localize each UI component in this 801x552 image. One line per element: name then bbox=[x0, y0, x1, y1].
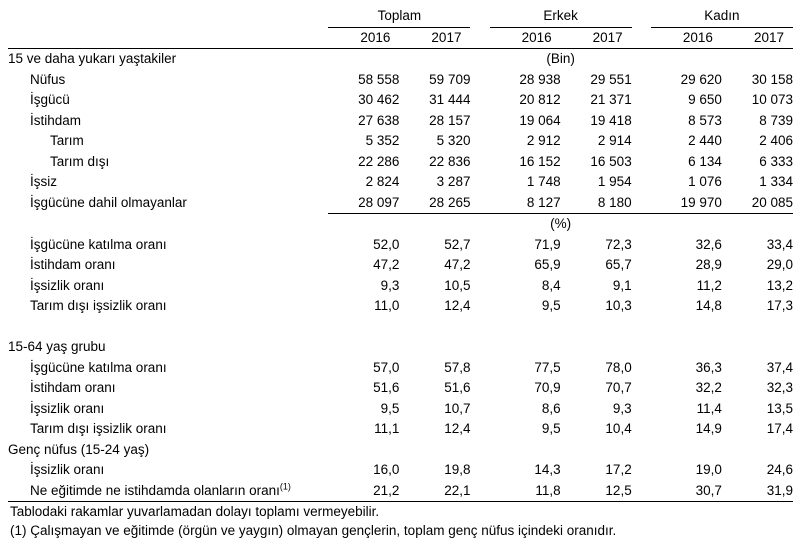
gap bbox=[470, 296, 489, 317]
gap-b2 bbox=[632, 27, 651, 49]
cell-issizlik-orani-1564-kadin-2016: 11,4 bbox=[696, 400, 722, 416]
cell-tdio-15plus-erkek-2017: 10,3 bbox=[605, 298, 632, 313]
table-row bbox=[8, 111, 793, 132]
gap bbox=[470, 193, 489, 214]
cell-tarim-kadin-2016: 2 440 bbox=[688, 133, 722, 148]
cell-isgucune-dahil-toplam-2017: 28 265 bbox=[429, 194, 471, 210]
cell-tarim-toplam-2016: 5 352 bbox=[365, 133, 400, 148]
cell-neet-toplam-2016: 21,2 bbox=[328, 481, 399, 502]
gap bbox=[632, 481, 651, 502]
cell-tarim-toplam-2017: 5 320 bbox=[436, 133, 471, 148]
gap bbox=[632, 152, 651, 173]
cell-nufus-kadin-2016: 29 620 bbox=[680, 71, 722, 87]
gap bbox=[632, 296, 651, 317]
section-heading-row bbox=[8, 49, 793, 70]
gap bbox=[632, 419, 651, 440]
gap bbox=[632, 255, 651, 276]
cell-istihdam-toplam-2016: 27 638 bbox=[358, 112, 400, 128]
table-year-header-row bbox=[8, 27, 793, 49]
row-label-isgucune-katilma-orani-15plus: İşgücüne katılma oranı bbox=[30, 236, 167, 252]
cell-ikor-15plus-kadin-2016: 32,6 bbox=[695, 236, 722, 252]
cell-tarim-erkek-2016: 2 912 bbox=[526, 133, 561, 148]
table-row bbox=[8, 276, 793, 297]
table-row bbox=[8, 378, 793, 399]
gap bbox=[470, 111, 489, 132]
table-row bbox=[8, 152, 793, 173]
row-label-istihdam-orani-15plus: İstihdam oranı bbox=[30, 257, 116, 272]
gap bbox=[632, 172, 651, 193]
table-row bbox=[8, 235, 793, 256]
gap bbox=[470, 131, 489, 152]
cell-issizlik-orani-genc-toplam-2016: 16,0 bbox=[373, 462, 400, 477]
cell-tdio-1564-kadin-2016: 14,9 bbox=[695, 421, 722, 436]
cell-istihdam-orani-15plus-erkek-2017: 65,7 bbox=[605, 257, 632, 272]
cell-ikor-15plus-kadin-2017: 33,4 bbox=[766, 236, 793, 252]
gap bbox=[470, 358, 489, 379]
row-label-isgucu: İşgücü bbox=[30, 92, 70, 107]
gap-a bbox=[470, 6, 489, 27]
year-erkek-2017: 2017 bbox=[561, 27, 632, 49]
gap bbox=[470, 90, 489, 111]
gap bbox=[470, 399, 489, 420]
gap bbox=[470, 481, 489, 502]
cell-isgucune-dahil-toplam-2016: 28 097 bbox=[358, 194, 400, 210]
gap bbox=[632, 399, 651, 420]
cell-neet-erkek-2017: 12,5 bbox=[561, 481, 632, 502]
section-spacer bbox=[8, 317, 793, 338]
cell-issizlik-orani-genc-toplam-2017: 19,8 bbox=[444, 462, 471, 477]
cell-issizlik-orani-1564-erkek-2017: 9,3 bbox=[612, 400, 632, 416]
unit-label-bin: (Bin) bbox=[328, 49, 793, 70]
cell-istihdam-orani-15plus-erkek-2016: 65,9 bbox=[534, 257, 561, 272]
table-row bbox=[8, 460, 793, 481]
cell-istihdam-orani-1564-toplam-2016: 51,6 bbox=[373, 380, 400, 395]
cell-issizlik-orani-genc-erkek-2017: 17,2 bbox=[605, 462, 632, 477]
cell-isgucune-dahil-kadin-2016: 19 970 bbox=[680, 194, 722, 210]
row-label-issizlik-orani-genc: İşsizlik oranı bbox=[30, 462, 105, 477]
gap bbox=[470, 172, 489, 193]
cell-istihdam-orani-15plus-kadin-2017: 29,0 bbox=[766, 257, 793, 272]
cell-issizlik-orani-15plus-toplam-2017: 10,5 bbox=[444, 277, 471, 293]
cell-tdio-1564-erkek-2016: 9,5 bbox=[541, 421, 561, 436]
cell-issizlik-orani-1564-erkek-2016: 8,6 bbox=[541, 400, 561, 416]
cell-ikor-1564-erkek-2017: 78,0 bbox=[605, 359, 632, 375]
gap bbox=[470, 235, 489, 256]
section-heading-15-64-yas-grubu: 15-64 yaş grubu bbox=[8, 339, 106, 354]
cell-issizlik-orani-genc-kadin-2017: 24,6 bbox=[766, 462, 793, 477]
cell-issizlik-orani-1564-toplam-2017: 10,7 bbox=[444, 400, 471, 416]
group-header-toplam: Toplam bbox=[328, 6, 470, 27]
cell-ikor-15plus-toplam-2017: 52,7 bbox=[444, 236, 471, 252]
cell-issiz-toplam-2017: 3 287 bbox=[436, 174, 471, 189]
gap-a2 bbox=[470, 27, 489, 49]
cell-tarim-erkek-2017: 2 914 bbox=[597, 133, 632, 148]
year-toplam-2017: 2017 bbox=[399, 27, 470, 49]
year-toplam-2016: 2016 bbox=[328, 27, 399, 49]
row-label-tarim-disi: Tarım dışı bbox=[50, 153, 110, 169]
table-row bbox=[8, 358, 793, 379]
gap bbox=[470, 152, 489, 173]
cell-istihdam-kadin-2017: 8 739 bbox=[759, 112, 793, 128]
cell-issizlik-orani-genc-kadin-2016: 19,0 bbox=[695, 462, 722, 477]
cell-istihdam-kadin-2016: 8 573 bbox=[688, 112, 722, 128]
gap bbox=[632, 378, 651, 399]
cell-tdio-15plus-kadin-2017: 17,3 bbox=[766, 298, 793, 313]
cell-ikor-15plus-erkek-2017: 72,3 bbox=[605, 236, 632, 252]
row-label-issiz: İşsiz bbox=[30, 174, 57, 189]
section-heading-genc-nufus: Genç nüfus (15-24 yaş) bbox=[8, 441, 150, 457]
table-row bbox=[8, 172, 793, 193]
section-heading-row bbox=[8, 337, 793, 358]
gap bbox=[632, 276, 651, 297]
gap bbox=[632, 358, 651, 379]
cell-istihdam-orani-15plus-toplam-2016: 47,2 bbox=[373, 257, 400, 272]
row-label-isgucune-katilma-orani-1564: İşgücüne katılma oranı bbox=[30, 359, 167, 375]
row-label-nufus: Nüfus bbox=[30, 71, 66, 87]
cell-isgucu-kadin-2016: 9 650 bbox=[688, 92, 722, 107]
cell-tdio-15plus-kadin-2016: 14,8 bbox=[695, 298, 722, 313]
cell-istihdam-erkek-2017: 19 418 bbox=[590, 112, 632, 128]
cell-isgucu-erkek-2016: 20 812 bbox=[519, 92, 561, 107]
cell-neet-kadin-2017: 31,9 bbox=[722, 481, 793, 502]
cell-neet-erkek-2016: 11,8 bbox=[490, 481, 561, 502]
row-label-isgucune-dahil-olmayanlar: İşgücüne dahil olmayanlar bbox=[30, 195, 187, 210]
cell-istihdam-toplam-2017: 28 157 bbox=[429, 112, 471, 128]
cell-tdio-15plus-erkek-2016: 9,5 bbox=[541, 298, 561, 313]
gap bbox=[632, 235, 651, 256]
cell-nufus-erkek-2017: 29 551 bbox=[590, 71, 632, 87]
cell-nufus-toplam-2017: 59 709 bbox=[429, 71, 471, 87]
cell-neet-kadin-2016: 30,7 bbox=[651, 481, 722, 502]
unit-label-percent: (%) bbox=[328, 214, 793, 235]
gap-b bbox=[632, 6, 651, 27]
cell-ikor-1564-kadin-2016: 36,3 bbox=[695, 359, 722, 375]
cell-tarim-disi-kadin-2016: 6 134 bbox=[688, 153, 722, 169]
gap bbox=[632, 111, 651, 132]
table-row bbox=[8, 255, 793, 276]
cell-tdio-1564-toplam-2016: 11,1 bbox=[374, 421, 400, 436]
cell-ikor-1564-erkek-2016: 77,5 bbox=[534, 359, 561, 375]
cell-issiz-kadin-2017: 1 334 bbox=[759, 174, 793, 189]
cell-istihdam-orani-1564-kadin-2017: 32,3 bbox=[766, 380, 793, 395]
table-note-rounding: Tablodaki rakamlar yuvarlamadan dolayı toplamı vermeyebilir. bbox=[10, 504, 380, 519]
cell-tarim-disi-toplam-2017: 22 836 bbox=[429, 153, 471, 169]
unit-row-percent bbox=[8, 214, 793, 235]
row-label-issizlik-orani-1564: İşsizlik oranı bbox=[30, 400, 105, 416]
cell-issizlik-orani-15plus-erkek-2016: 8,4 bbox=[541, 277, 561, 293]
cell-tarim-kadin-2017: 2 406 bbox=[759, 133, 793, 148]
cell-tdio-15plus-toplam-2016: 11,0 bbox=[374, 298, 400, 313]
cell-tdio-1564-toplam-2017: 12,4 bbox=[444, 421, 471, 436]
cell-issizlik-orani-genc-erkek-2016: 14,3 bbox=[534, 462, 561, 477]
table-note-footnote-1: (1) Çalışmayan ve eğitimde (örgün ve yaygın) olmayan gençlerin, toplam genç nüfus içindeki oranıdır. bbox=[10, 523, 617, 538]
cell-isgucune-dahil-erkek-2016: 8 127 bbox=[526, 194, 561, 210]
row-label-issizlik-orani-15plus: İşsizlik oranı bbox=[30, 277, 105, 293]
cell-ikor-15plus-erkek-2016: 71,9 bbox=[534, 236, 561, 252]
cell-istihdam-orani-15plus-toplam-2017: 47,2 bbox=[444, 257, 471, 272]
row-label-istihdam-orani-1564: İstihdam oranı bbox=[30, 380, 116, 395]
cell-nufus-erkek-2016: 28 938 bbox=[519, 71, 561, 87]
row-label-tarim-disi-issizlik-orani-1564: Tarım dışı işsizlik oranı bbox=[30, 421, 167, 436]
group-header-kadin: Kadın bbox=[651, 6, 793, 27]
year-row-blank bbox=[8, 27, 328, 49]
section-heading-15-ve-daha-yukari: 15 ve daha yukarı yaştakiler bbox=[8, 51, 177, 66]
cell-tarim-disi-toplam-2016: 22 286 bbox=[358, 153, 400, 169]
row-label-tarim-disi-issizlik-orani-15plus: Tarım dışı işsizlik oranı bbox=[30, 298, 167, 313]
table-row bbox=[8, 419, 793, 440]
gap bbox=[470, 378, 489, 399]
cell-isgucune-dahil-kadin-2017: 20 085 bbox=[751, 194, 793, 210]
labour-force-statistics-table bbox=[8, 6, 793, 502]
gap bbox=[470, 460, 489, 481]
cell-istihdam-orani-1564-erkek-2017: 70,7 bbox=[605, 380, 632, 395]
table-row bbox=[8, 70, 793, 91]
cell-issiz-erkek-2017: 1 954 bbox=[597, 174, 632, 189]
cell-isgucune-dahil-erkek-2017: 8 180 bbox=[597, 194, 632, 210]
cell-istihdam-orani-15plus-kadin-2016: 28,9 bbox=[695, 257, 722, 272]
table-group-header-row bbox=[8, 6, 793, 27]
cell-issizlik-orani-15plus-toplam-2016: 9,3 bbox=[380, 277, 400, 293]
cell-neet-toplam-2017: 22,1 bbox=[399, 481, 470, 502]
cell-issizlik-orani-15plus-kadin-2016: 11,2 bbox=[696, 277, 722, 293]
gap bbox=[632, 131, 651, 152]
cell-istihdam-erkek-2016: 19 064 bbox=[519, 112, 561, 128]
table-row bbox=[8, 296, 793, 317]
cell-tarim-disi-erkek-2016: 16 152 bbox=[519, 153, 561, 169]
gap bbox=[632, 460, 651, 481]
cell-ikor-1564-toplam-2017: 57,8 bbox=[444, 359, 471, 375]
group-header-erkek: Erkek bbox=[490, 6, 632, 27]
cell-istihdam-orani-1564-toplam-2017: 51,6 bbox=[444, 380, 471, 395]
cell-issiz-kadin-2016: 1 076 bbox=[688, 174, 722, 189]
cell-issiz-erkek-2016: 1 748 bbox=[526, 174, 561, 189]
row-label-ne-egitimde-ne-istihdamda bbox=[8, 481, 328, 502]
footnote-marker: (1) bbox=[279, 481, 291, 491]
table-row bbox=[8, 481, 793, 502]
table-row bbox=[8, 399, 793, 420]
table-row bbox=[8, 193, 793, 214]
year-kadin-2016: 2016 bbox=[651, 27, 722, 49]
cell-tarim-disi-erkek-2017: 16 503 bbox=[590, 153, 632, 169]
cell-issizlik-orani-15plus-kadin-2017: 13,2 bbox=[766, 277, 793, 293]
section-heading-row bbox=[8, 440, 793, 461]
gap bbox=[470, 276, 489, 297]
cell-isgucu-kadin-2017: 10 073 bbox=[751, 92, 793, 107]
gap bbox=[632, 70, 651, 91]
unit-row-blank bbox=[8, 214, 328, 235]
cell-issiz-toplam-2016: 2 824 bbox=[365, 174, 400, 189]
header-corner-blank bbox=[8, 6, 328, 27]
cell-ikor-1564-toplam-2016: 57,0 bbox=[373, 359, 400, 375]
year-erkek-2016: 2016 bbox=[490, 27, 561, 49]
cell-istihdam-orani-1564-kadin-2016: 32,2 bbox=[695, 380, 722, 395]
gap bbox=[470, 419, 489, 440]
gap bbox=[470, 70, 489, 91]
cell-issizlik-orani-15plus-erkek-2017: 9,1 bbox=[612, 277, 632, 293]
table-row bbox=[8, 131, 793, 152]
cell-tdio-1564-kadin-2017: 17,4 bbox=[766, 421, 793, 436]
cell-ikor-15plus-toplam-2016: 52,0 bbox=[373, 236, 400, 252]
table-row bbox=[8, 90, 793, 111]
cell-isgucu-erkek-2017: 21 371 bbox=[590, 92, 632, 107]
gap bbox=[470, 255, 489, 276]
row-label-istihdam: İstihdam bbox=[30, 112, 82, 128]
cell-tdio-15plus-toplam-2017: 12,4 bbox=[444, 298, 471, 313]
cell-issizlik-orani-1564-toplam-2016: 9,5 bbox=[380, 400, 400, 416]
cell-tarim-disi-kadin-2017: 6 333 bbox=[759, 153, 793, 169]
cell-tdio-1564-erkek-2017: 10,4 bbox=[605, 421, 632, 436]
row-label-text: Ne eğitimde ne istihdamda olanların oranı bbox=[30, 482, 280, 498]
gap bbox=[632, 193, 651, 214]
cell-istihdam-orani-1564-erkek-2016: 70,9 bbox=[534, 380, 561, 395]
cell-ikor-1564-kadin-2017: 37,4 bbox=[766, 359, 793, 375]
row-label-tarim: Tarım bbox=[50, 133, 84, 148]
cell-nufus-kadin-2017: 30 158 bbox=[751, 71, 793, 87]
cell-issizlik-orani-1564-kadin-2017: 13,5 bbox=[766, 400, 793, 416]
year-kadin-2017: 2017 bbox=[722, 27, 793, 49]
cell-nufus-toplam-2016: 58 558 bbox=[358, 71, 400, 87]
cell-isgucu-toplam-2016: 30 462 bbox=[358, 92, 400, 107]
gap bbox=[632, 90, 651, 111]
cell-isgucu-toplam-2017: 31 444 bbox=[429, 92, 471, 107]
